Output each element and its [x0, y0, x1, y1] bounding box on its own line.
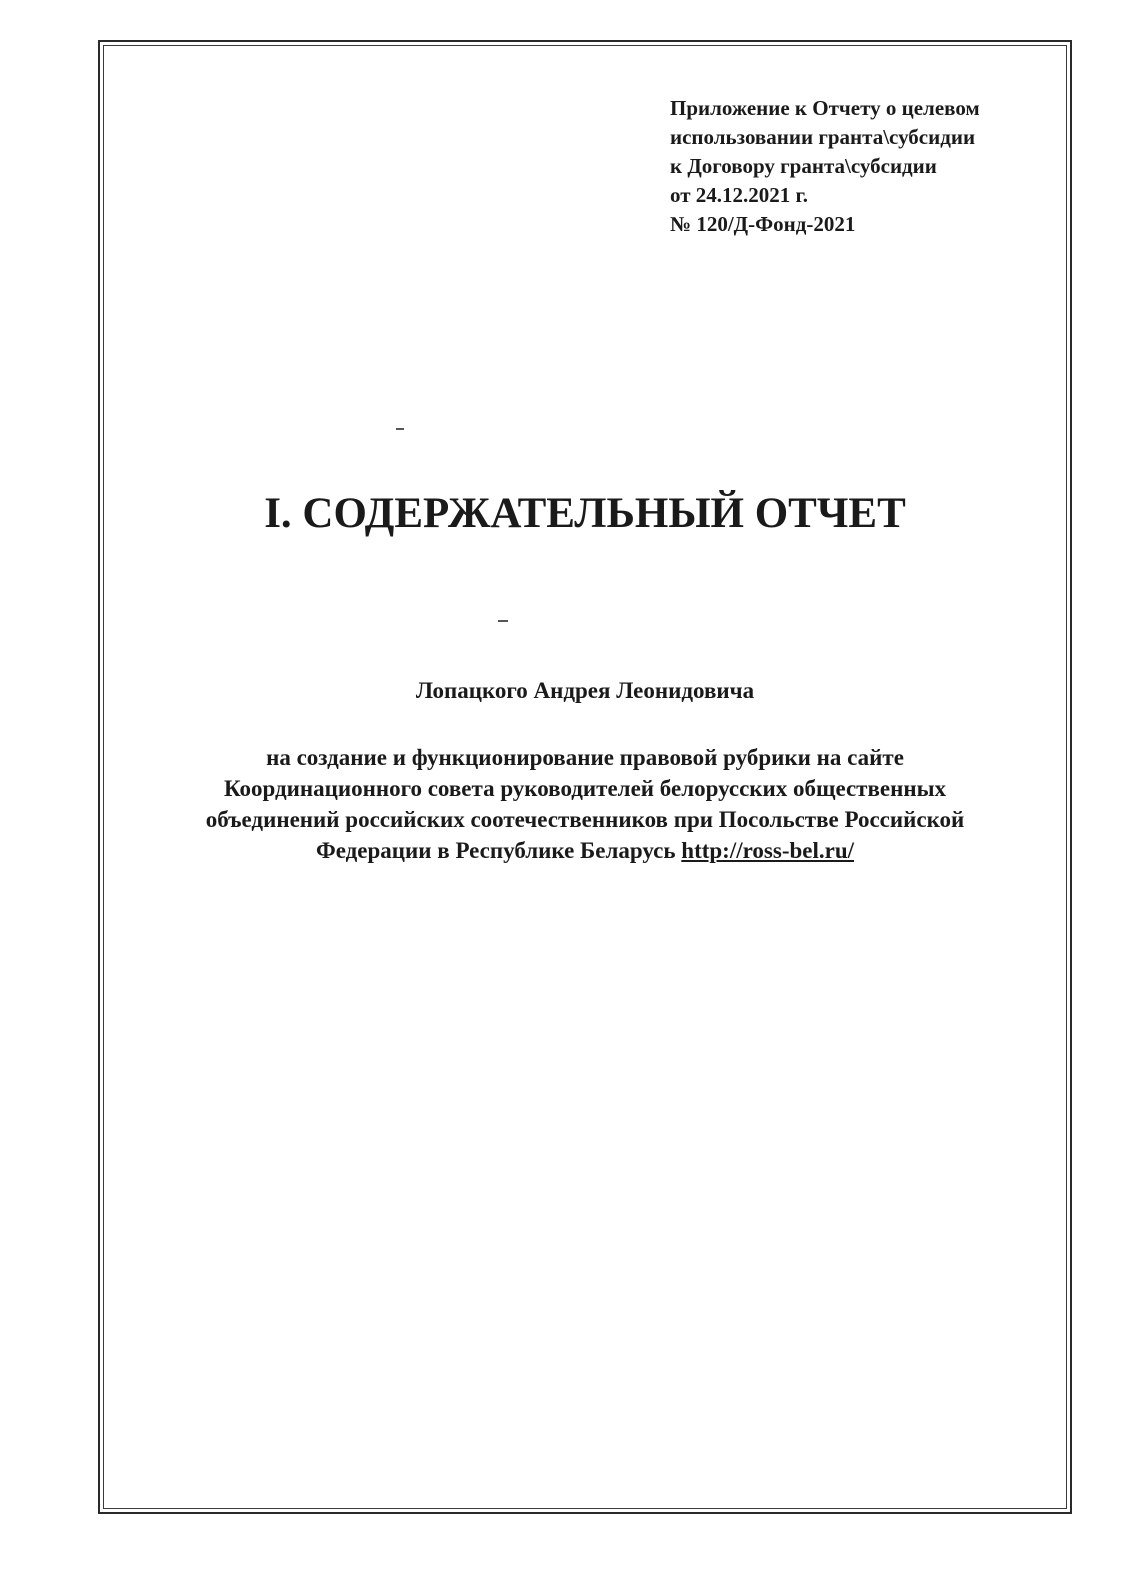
purpose-line-prefix: Федерации в Республике Беларусь	[315, 838, 682, 863]
purpose-line: на создание и функционирование правовой рубрики на сайте	[266, 745, 904, 770]
purpose-line-last	[104, 835, 1066, 866]
appendix-note	[670, 94, 1060, 239]
scan-speck	[396, 428, 404, 430]
report-title: I. СОДЕРЖАТЕЛЬНЫЙ ОТЧЕТ	[264, 490, 906, 537]
purpose-line: объединений российских соотечественников при Посольстве Российской	[205, 807, 965, 832]
site-link[interactable]: http://ross-bel.ru/	[681, 838, 855, 863]
appendix-line: № 120/Д-Фонд-2021	[670, 212, 856, 236]
appendix-line: Приложение к Отчету о целевом	[670, 96, 980, 120]
purpose-line: Координационного совета руководителей белорусских общественных	[223, 776, 947, 801]
scan-speck	[498, 620, 508, 622]
appendix-line: к Договору гранта\субсидии	[670, 154, 937, 178]
author-name: Лопацкого Андрея Леонидовича	[415, 678, 755, 703]
report-purpose	[104, 742, 1066, 866]
appendix-line: от 24.12.2021 г.	[670, 183, 808, 207]
appendix-line: использовании гранта\субсидии	[670, 125, 976, 149]
